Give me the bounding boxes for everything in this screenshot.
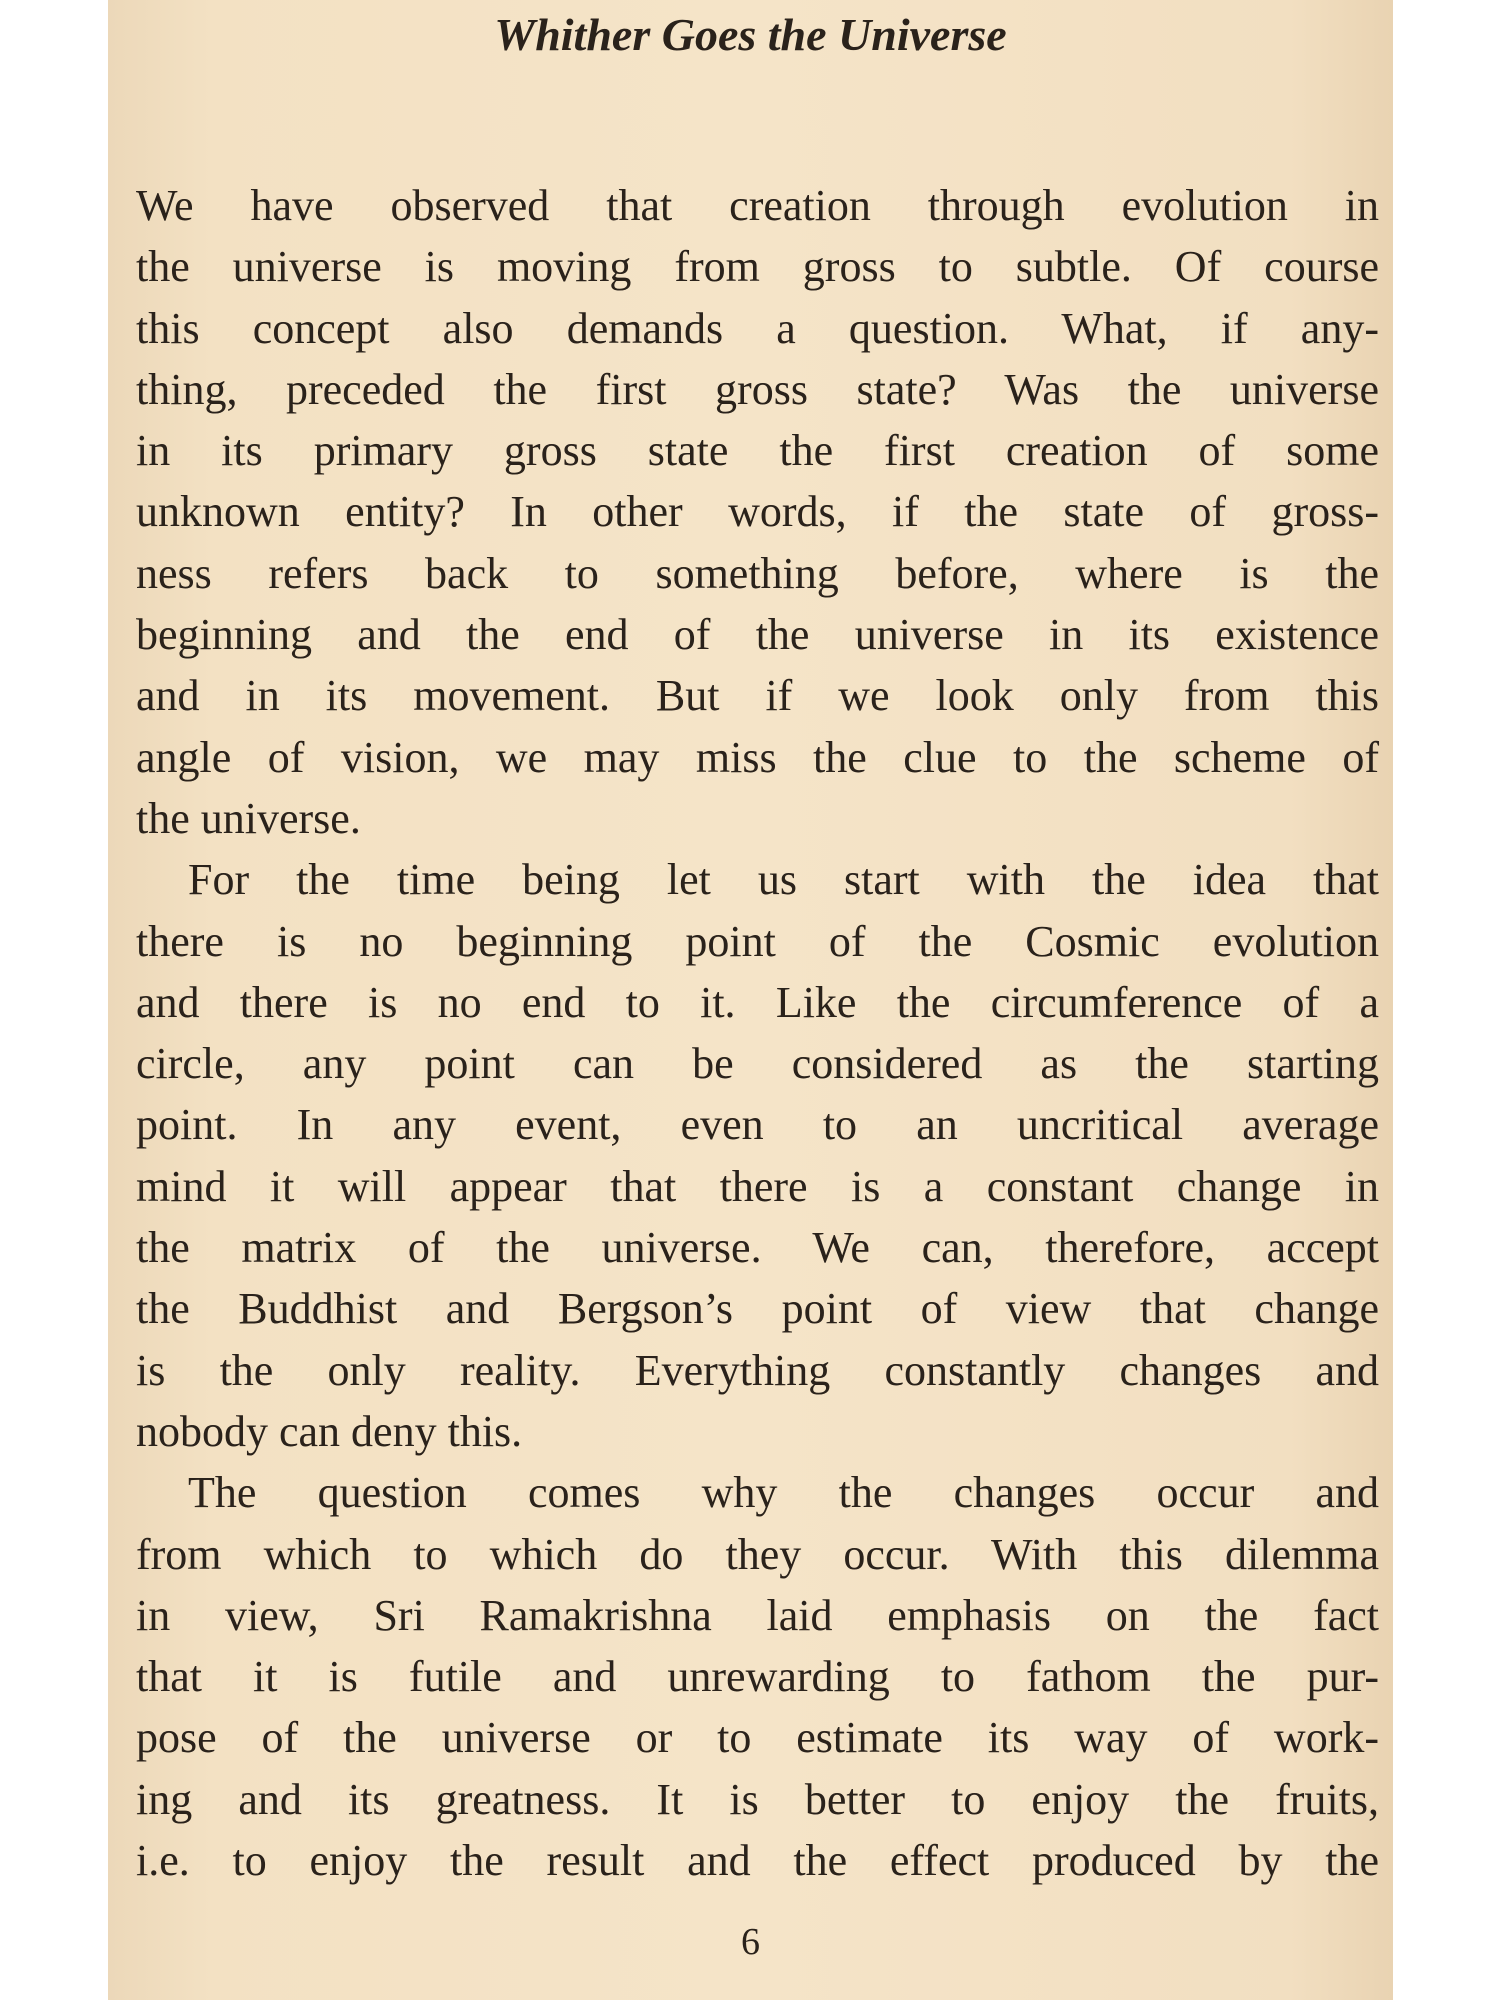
text-line: pose of the universe or to estimate its way of work-: [136, 1713, 1379, 1763]
text-line: ing and its greatness. It is better to enjoy the fruits,: [136, 1774, 1379, 1824]
book-page: [108, 0, 1393, 2000]
text-line: the Buddhist and Bergson’s point of view that change: [136, 1284, 1379, 1334]
text-line: mind it will appear that there is a constant change in: [136, 1161, 1379, 1211]
text-line: nobody can deny this.: [136, 1406, 523, 1456]
text-line: unknown entity? In other words, if the state of gross-: [136, 487, 1379, 537]
text-line: angle of vision, we may miss the clue to the scheme of: [136, 732, 1379, 782]
text-line: For the time being let us start with the idea that: [188, 855, 1379, 905]
running-header: Whither Goes the Universe: [494, 9, 1007, 60]
text-line: in its primary gross state the first creation of some: [136, 426, 1379, 476]
text-line: is the only reality. Everything constantly changes and: [136, 1345, 1379, 1395]
page-number: 6: [741, 1921, 760, 1963]
text-line: there is no beginning point of the Cosmic evolution: [136, 916, 1379, 966]
text-line: that it is futile and unrewarding to fathom the pur-: [136, 1652, 1379, 1702]
text-line: and there is no end to it. Like the circumference of a: [136, 977, 1379, 1027]
text-line: in view, Sri Ramakrishna laid emphasis on the fact: [136, 1590, 1379, 1640]
text-line: the universe is moving from gross to subtle. Of course: [136, 242, 1379, 292]
text-line: We have observed that creation through evolution in: [136, 181, 1379, 230]
text-line: The question comes why the changes occur and: [188, 1468, 1379, 1518]
body-text: [136, 175, 1379, 1891]
text-line: and in its movement. But if we look only from this: [136, 671, 1379, 721]
text-line: the universe.: [136, 793, 361, 843]
text-line: ness refers back to something before, where is the: [136, 548, 1379, 598]
text-line: thing, preceded the first gross state? Was the universe: [136, 364, 1379, 414]
text-line: circle, any point can be considered as the starting: [136, 1039, 1379, 1089]
text-line: i.e. to enjoy the result and the effect produced by the: [136, 1836, 1379, 1886]
text-line: the matrix of the universe. We can, therefore, accept: [136, 1223, 1379, 1273]
text-line: beginning and the end of the universe in its existence: [136, 610, 1379, 660]
text-line: point. In any event, even to an uncritical average: [136, 1100, 1379, 1150]
text-line: this concept also demands a question. What, if any-: [136, 303, 1379, 353]
text-line: from which to which do they occur. With this dilemma: [136, 1529, 1379, 1579]
